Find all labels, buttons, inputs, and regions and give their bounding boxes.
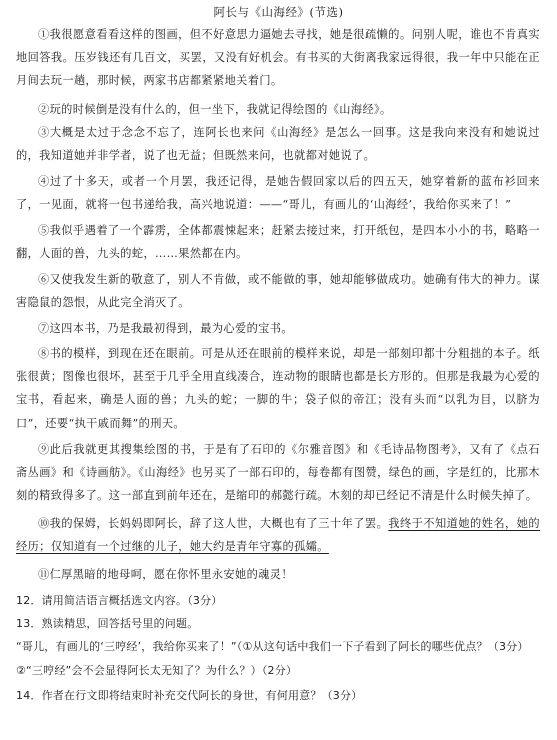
paragraph-9: ⑨此后我就更其搜集绘图的书，于是有了石印的《尔雅音图》和《毛诗品物图考》，又有了《点石斋丛画》和《诗画舫》。《山海经》也另买了一部石印的，每卷都有图赞，绿色的画，字是红的，比那木刻的精致得多了。这一部直到前年还在，是缩印的郝懿行疏。木刻的却已经记不清是什么时候失掉了。 [16,443,540,503]
paragraph-8: ⑧书的模样，到现在还在眼前。可是从还在眼前的模样来说，却是一部刻印都十分粗拙的本子。纸张很黄；图像也很坏，甚至于几乎全用直线凑合，连动物的眼睛也都是长方形的。但那是我最为心爱的宝书，看起来，确是人面的兽；九头的蛇；一脚的牛；袋子似的帝江；没有头而“以乳为目，以脐为口”，还要“执干戚而舞”的刑天。 [16,347,540,430]
paragraph-7: ⑦这四本书，乃是我最初得到，最为心爱的宝书。 [38,322,293,335]
paragraph-10-underlined-text: 我终于不知道她的姓名，她的经历；仅知道有一个过继的儿子，她大约是青年守寡的孤孀。 [16,517,540,554]
paragraph-6: ⑥又使我发生新的敬意了，别人不肯做，或不能做的事，她却能够做成功。她确有伟大的神力。谋害隐鼠的怨恨，从此完全消灭了。 [16,273,540,310]
question-13: 13．熟读精思，回答括号里的问题。 [16,617,199,630]
question-12: 12．请用简洁语言概括选文内容。（3分） [16,594,223,607]
paragraph-4: ④过了十多天，或者一个月罢，我还记得，是她告假回家以后的四五天，她穿着新的蓝布衫回来了，一见面，就将一包书递给我，高兴地说道：——“哥儿，有画儿的‘山海经’，我给你买来了！” [16,175,540,212]
question-13-prompt: “哥儿，有画儿的‘三哼经’，我给你买来了！”（①从这句话中我们一下子看到了阿长的哪些优点？（3分）②“三哼经”会不会显得阿长太无知了？为什么？）（2分） [16,640,529,677]
paragraph-10-text: ⑩我的保姆，长妈妈即阿长，辞了这人世，大概也有了三十年了罢。 [38,517,389,530]
paragraph-5: ⑤我似乎遇着了一个霹雳，全体都震悚起来；赶紧去接过来，打开纸包，是四本小小的书，略略一翻，人面的兽，九头的蛇，……果然都在内。 [16,224,540,261]
paragraph-2: ②玩的时候倒是没有什么的，但一坐下，我就记得绘图的《山海经》。 [38,103,392,116]
question-14: 14．作者在行文即将结束时补充交代阿长的身世，有何用意？（3分） [16,689,363,702]
paragraph-1: ①我很愿意看看这样的图画，但不好意思力逼她去寻找，她是很疏懒的。问别人呢，谁也不肯真实地回答我。压岁钱还有几百文，买罢，又没有好机会。有书买的大街离我家远得很，我一年中只能在正月间去玩一趟，那时候，两家书店都紧紧地关着门。 [16,28,540,88]
paragraph-3: ③大概是太过于念念不忘了，连阿长也来问《山海经》是怎么一回事。这是我向来没有和她说过的，我知道她并非学者，说了也无益；但既然来问，也就都对她说了。 [16,126,540,163]
page-title: 阿长与《山海经》(节选) [213,5,344,19]
paragraph-11: ⑪仁厚黑暗的地母呵，愿在你怀里永安她的魂灵！ [38,568,293,581]
paragraph-10 [16,512,540,558]
